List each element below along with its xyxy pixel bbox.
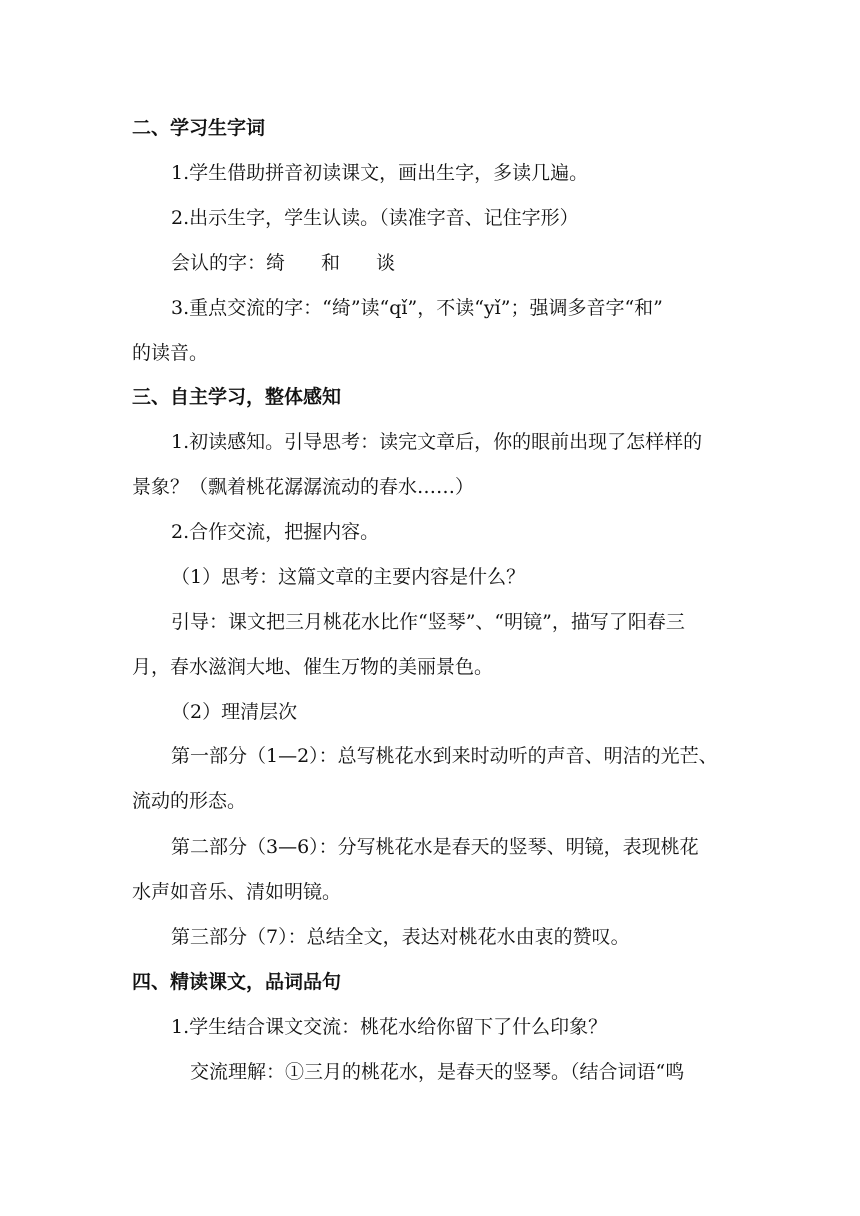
words-label: 会认的字： [171, 252, 267, 274]
paragraph: 2.合作交流，把握内容。 [171, 521, 380, 543]
question: （1）思考：这篇文章的主要内容是什么？ [171, 566, 526, 588]
paragraph: 第三部分（7）：总结全文，表达对桃花水由衷的赞叹。 [171, 926, 630, 948]
paragraph: 引导：课文把三月桃花水比作“竖琴”、“明镜”，描写了阳春三 [171, 611, 685, 633]
paragraph: 1.初读感知。引导思考：读完文章后，你的眼前出现了怎样样的 [171, 431, 703, 453]
section-heading-2: 二、学习生字词 [132, 117, 266, 139]
paragraph-continuation: 月，春水滋润大地、催生万物的美丽景色。 [132, 656, 494, 678]
paragraph: 1.学生结合课文交流：桃花水给你留下了什么印象？ [171, 1016, 608, 1038]
section-heading-4: 四、精读课文，品词品句 [132, 971, 342, 993]
paragraph-continuation: 流动的形态。 [132, 790, 247, 812]
paragraph-continuation: 景象？（飘着桃花潺潺流动的春水……） [132, 476, 475, 498]
word-item: 和 [321, 252, 341, 274]
word-item: 绮 [266, 252, 286, 274]
paragraph: 1.学生借助拼音初读课文，画出生字，多读几遍。 [171, 162, 589, 184]
paragraph: 2.出示生字，学生认读。（读准字音、记住字形） [171, 207, 579, 229]
question: （2）理清层次 [171, 701, 298, 723]
paragraph: 第一部分（1—2）：总写桃花水到来时动听的声音、明洁的光芒、 [171, 745, 718, 767]
paragraph-continuation: 的读音。 [132, 342, 209, 364]
paragraph: 第二部分（3—6）：分写桃花水是春天的竖琴、明镜，表现桃花 [171, 836, 699, 858]
paragraph: 3.重点交流的字：“绮”读“qǐ”，不读“yǐ”；强调多音字“和” [171, 297, 663, 319]
word-item: 谈 [376, 252, 396, 274]
words-line [171, 252, 771, 274]
section-heading-3: 三、自主学习，整体感知 [132, 386, 342, 408]
paragraph: 交流理解：①三月的桃花水，是春天的竖琴。（结合词语“鸣 [190, 1061, 685, 1083]
paragraph-continuation: 水声如音乐、清如明镜。 [132, 881, 342, 903]
